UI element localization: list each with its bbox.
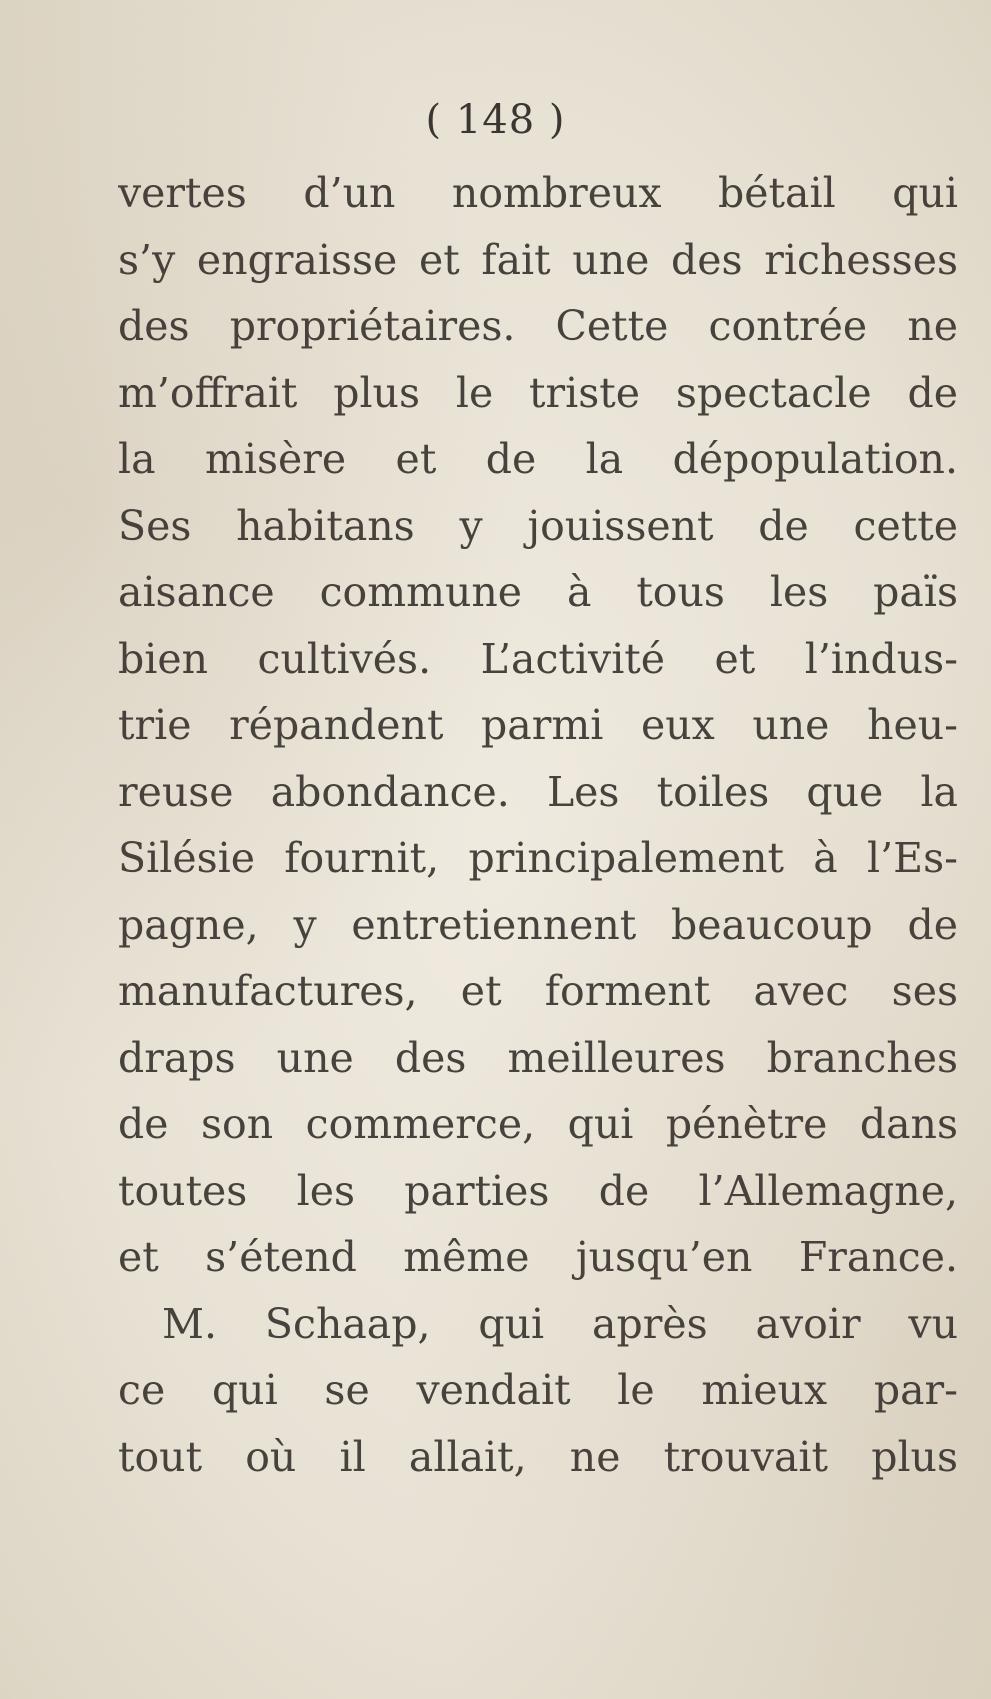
text-line: M. Schaap, qui après avoir vu bbox=[162, 1299, 958, 1348]
text-line: Silésie fournit, principalement à l’Es- bbox=[118, 834, 958, 882]
text-line: aisance commune à tous les païs bbox=[118, 568, 958, 616]
text-line: la misère et de la dépopulation. bbox=[118, 435, 958, 483]
text-line: draps une des meilleures branches bbox=[118, 1033, 958, 1082]
body-text bbox=[118, 160, 958, 1490]
text-line: m’offrait plus le triste spectacle de bbox=[118, 368, 958, 417]
text-line: s’y engraisse et fait une des richesses bbox=[118, 235, 958, 284]
text-line: toutes les parties de l’Allemagne, bbox=[118, 1166, 958, 1215]
text-line: pagne, y entretiennent beaucoup de bbox=[118, 900, 958, 949]
page-number: ( 148 ) bbox=[425, 97, 566, 143]
text-line: Ses habitans y jouissent de cette bbox=[118, 501, 958, 550]
text-line: trie répandent parmi eux une heu- bbox=[118, 701, 958, 749]
text-line: vertes d’un nombreux bétail qui bbox=[118, 169, 958, 217]
text-line: et s’étend même jusqu’en France. bbox=[118, 1233, 958, 1281]
text-line: manufactures, et forment avec ses bbox=[118, 967, 958, 1015]
text-line: ce qui se vendait le mieux par- bbox=[118, 1366, 958, 1414]
text-line: des propriétaires. Cette contrée ne bbox=[118, 302, 958, 350]
text-line: reuse abondance. Les toiles que la bbox=[118, 767, 958, 816]
text-line: de son commerce, qui pénètre dans bbox=[118, 1100, 958, 1148]
text-line: tout où il allait, ne trouvait plus bbox=[118, 1432, 958, 1481]
text-line: bien cultivés. L’activité et l’indus- bbox=[118, 634, 958, 683]
